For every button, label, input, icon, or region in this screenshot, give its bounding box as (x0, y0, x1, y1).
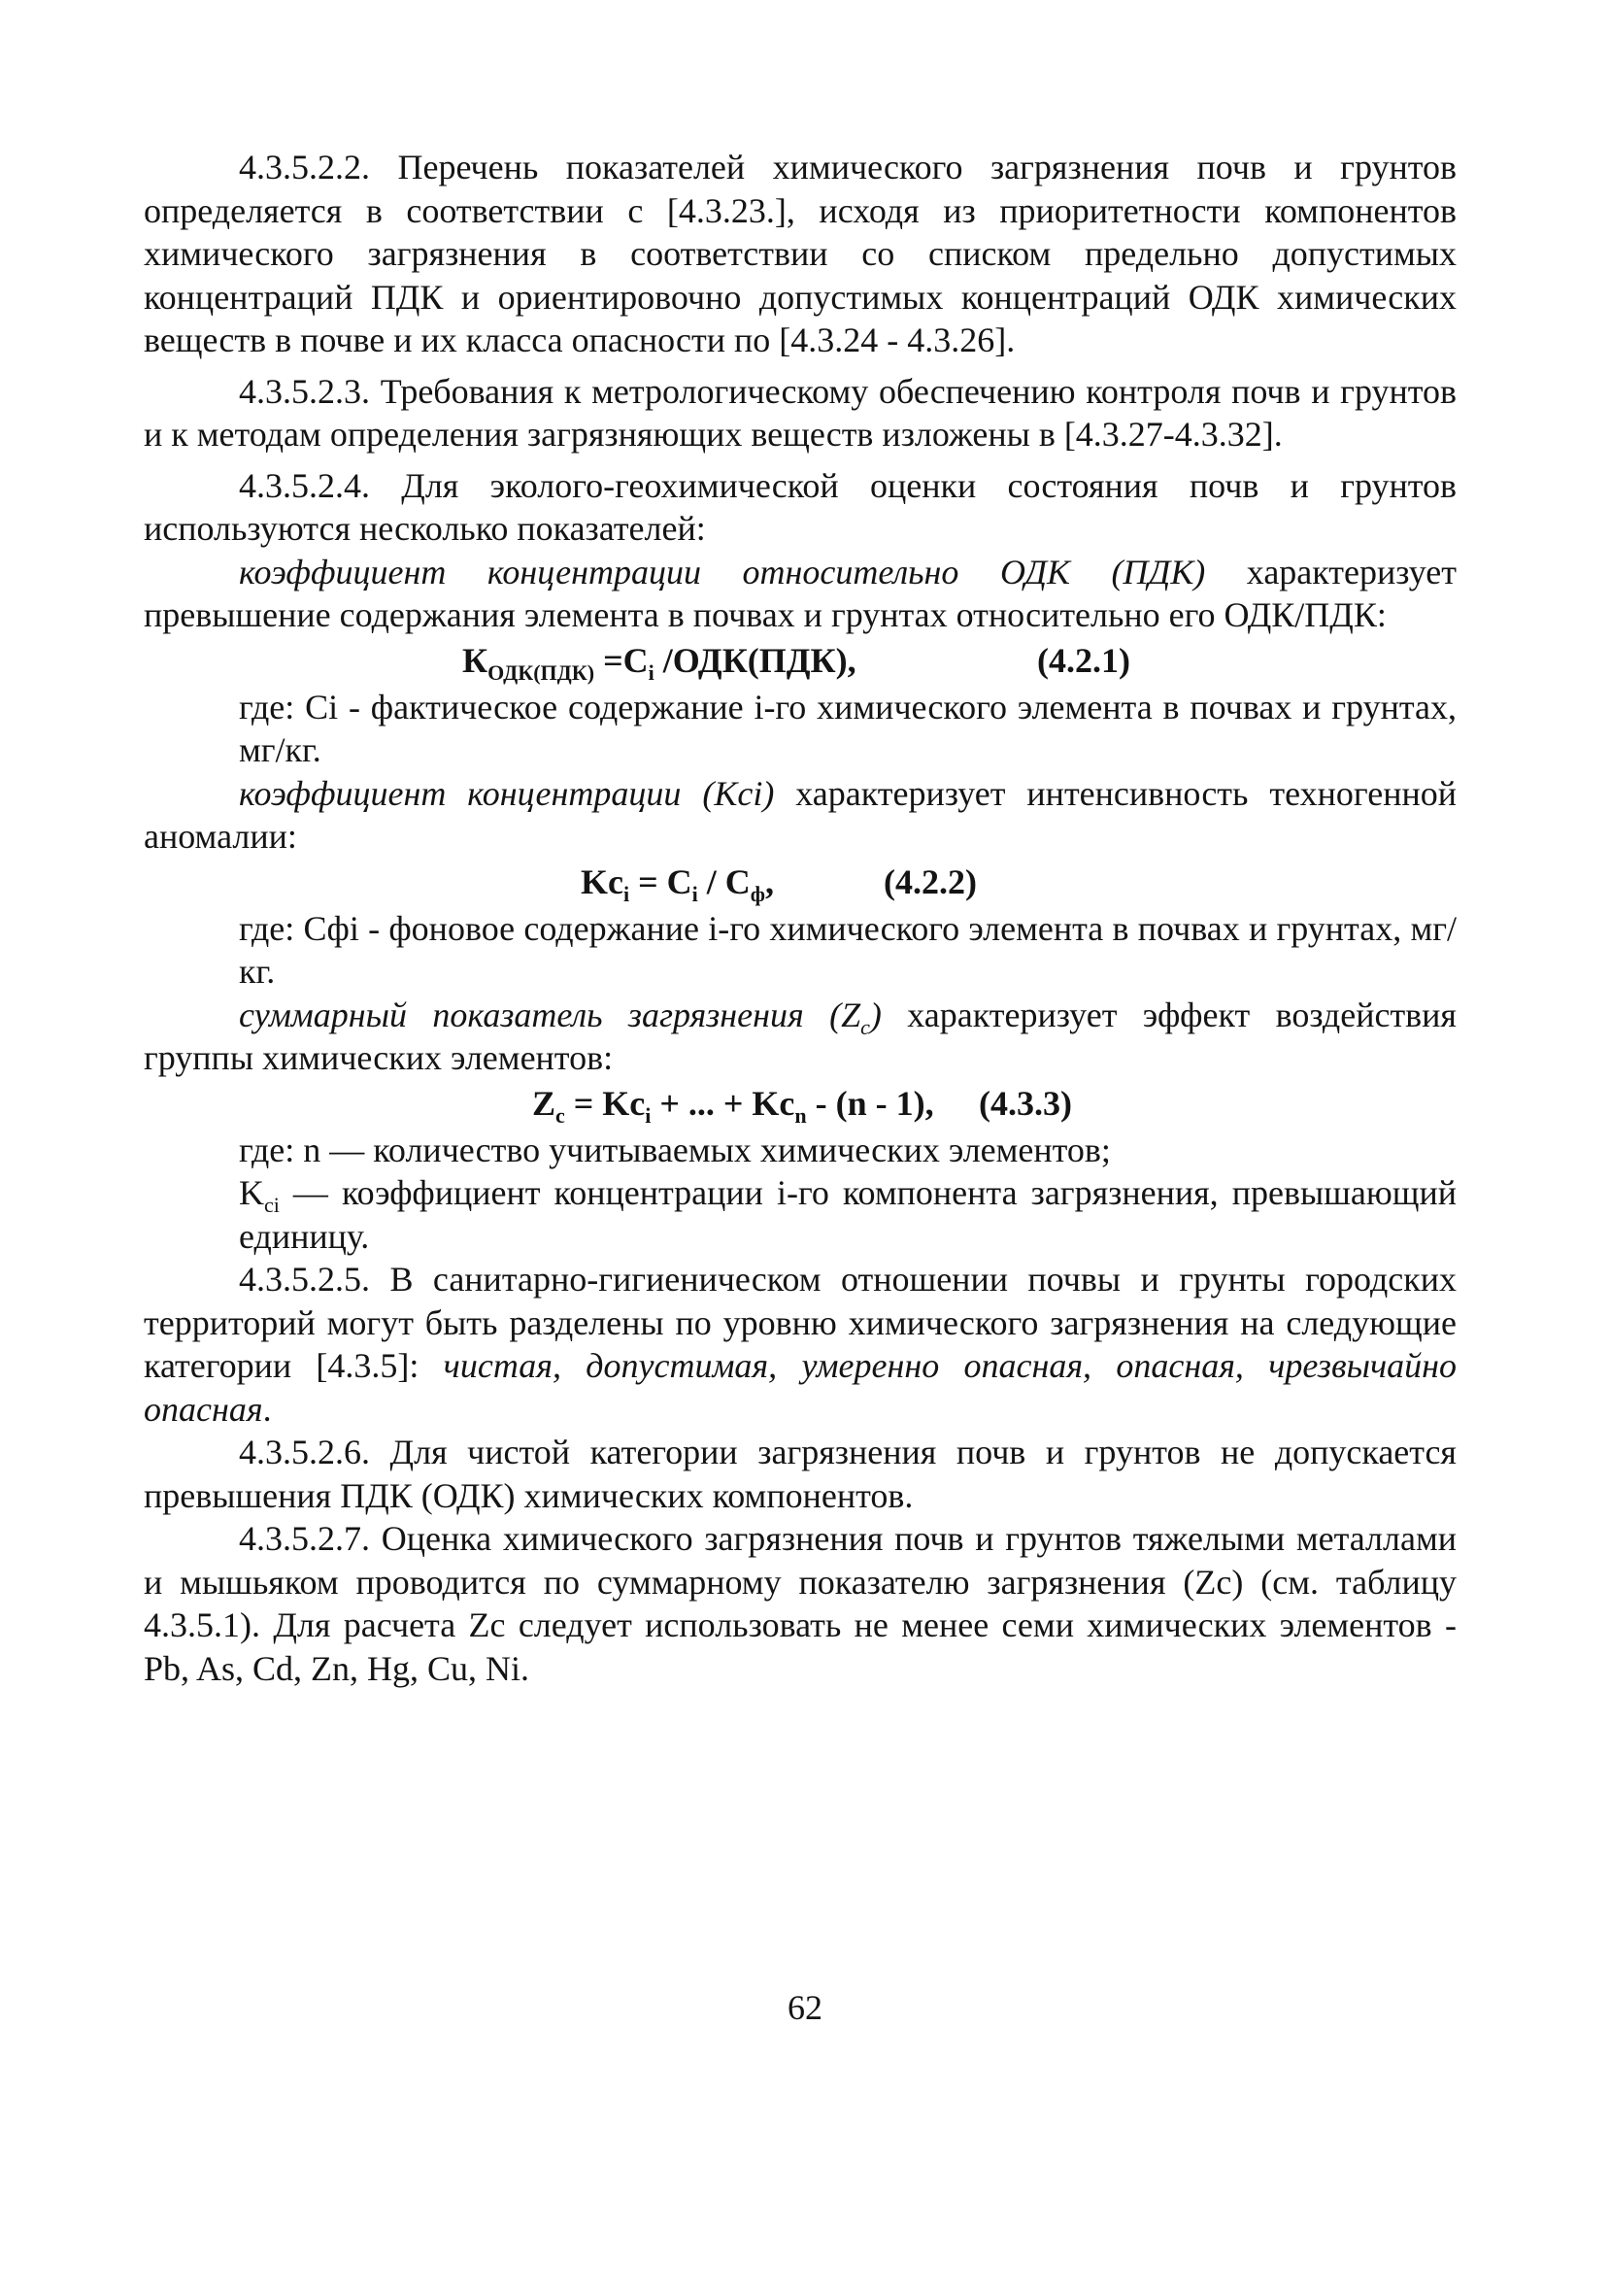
pollution-categories: чистая, допустимая, умеренно опасная, опасная, чрезвычайно опасная (144, 1346, 1457, 1429)
where-clause-3a: где: n — количество учитываемых химических элементов; (239, 1130, 1111, 1169)
formula-number: (4.2.1) (1037, 640, 1130, 680)
where-clause-2: где: Cфi - фоновое содержание i-го химического элемента в почвах и грунтах, мг/кг. (239, 908, 1457, 991)
formula-4-3-3 (144, 1082, 1457, 1127)
formula-expression: $Z_c = Kc_i$ + ... + $Kc_n - (n - 1)$, (532, 1083, 934, 1128)
definition-total-pollution-index (144, 994, 1457, 1080)
definition-text: характеризует превышение содержания элемента в почвах и грунтах относительно его ОДК/ПДК: (144, 552, 1457, 634)
formula-number: (4.3.3) (979, 1083, 1072, 1123)
document-page (144, 146, 1457, 1690)
paragraph-4-3-5-2-3: 4.3.5.2.3. Требования к метрологическому обеспечению контроля почв и грунтов и к методам определения загрязняющих веществ изложены в [4.3.27-4.3.32]. (144, 371, 1457, 454)
term-total-pollution-index: суммарный показатель загрязнения $(Z_c)$ (239, 995, 882, 1039)
definition-text: характеризует интенсивность техногенной аномалии: (144, 773, 1457, 856)
formula-expression: $Kc_i = C_i / C_ф$, (581, 861, 774, 906)
formula-number: (4.2.2) (884, 861, 977, 901)
paragraph-4-3-5-2-5: 4.3.5.2.5. В санитарно-гигиеническом отношении почвы и грунты городских территорий могут быть разделены по уровню химического загрязнения на следующие категории [4.3.5]: чистая, допустимая, умеренно опасная, опасная, чрезвычайно опасная. (144, 1260, 1457, 1429)
definition-concentration-odk (144, 551, 1457, 637)
formula-expression: $К_{ОДК(ПДК)} =C_i$ /ОДК(ПДК), (462, 640, 856, 685)
paragraph-4-3-5-2-2: 4.3.5.2.2. Перечень показателей химического загрязнения почв и грунтов определяется в соответствии с [4.3.23.], исходя из приоритетности компонентов химического загрязнения в соответствии со списком предельно допустимых концентраций ПДК и ориентировочно допустимых концентраций ОДК химических веществ в почве и их класса опасности по [4.3.24 - 4.3.26]. (144, 148, 1457, 359)
paragraph-4-3-5-2-4: 4.3.5.2.4. Для эколого-геохимической оценки состояния почв и грунтов используются несколько показателей: (144, 465, 1457, 548)
where-clause-3b: $K_{ci}$ — коэффициент концентрации i-го компонента загрязнения, превышающий единицу. (239, 1173, 1457, 1256)
definition-concentration-kci (144, 772, 1457, 859)
term-concentration-odk: коэффициент концентрации относительно ОДК (ПДК) (239, 552, 1206, 591)
where-clause-1: где: Ci - фактическое содержание i-го химического элемента в почвах и грунтах, мг/кг. (239, 687, 1457, 769)
definition-text: характеризует эффект воздействия группы химических элементов: (144, 995, 1457, 1077)
formula-4-2-1 (144, 639, 1457, 684)
paragraph-4-3-5-2-7: 4.3.5.2.7. Оценка химического загрязнения почв и грунтов тяжелыми металлами и мышьяком проводится по суммарному показателю загрязнения (Zc) (см. таблицу 4.3.5.1). Для расчета Zc следует использовать не менее семи химических элементов - Pb, As, Cd, Zn, Hg, Cu, Ni. (144, 1519, 1457, 1688)
page-number: 62 (788, 1988, 822, 2027)
term-concentration-kci: коэффициент концентрации (Kci) (239, 773, 775, 813)
formula-4-2-2 (144, 861, 1457, 905)
paragraph-4-3-5-2-6: 4.3.5.2.6. Для чистой категории загрязнения почв и грунтов не допускается превышения ПДК (ОДК) химических компонентов. (144, 1433, 1457, 1515)
